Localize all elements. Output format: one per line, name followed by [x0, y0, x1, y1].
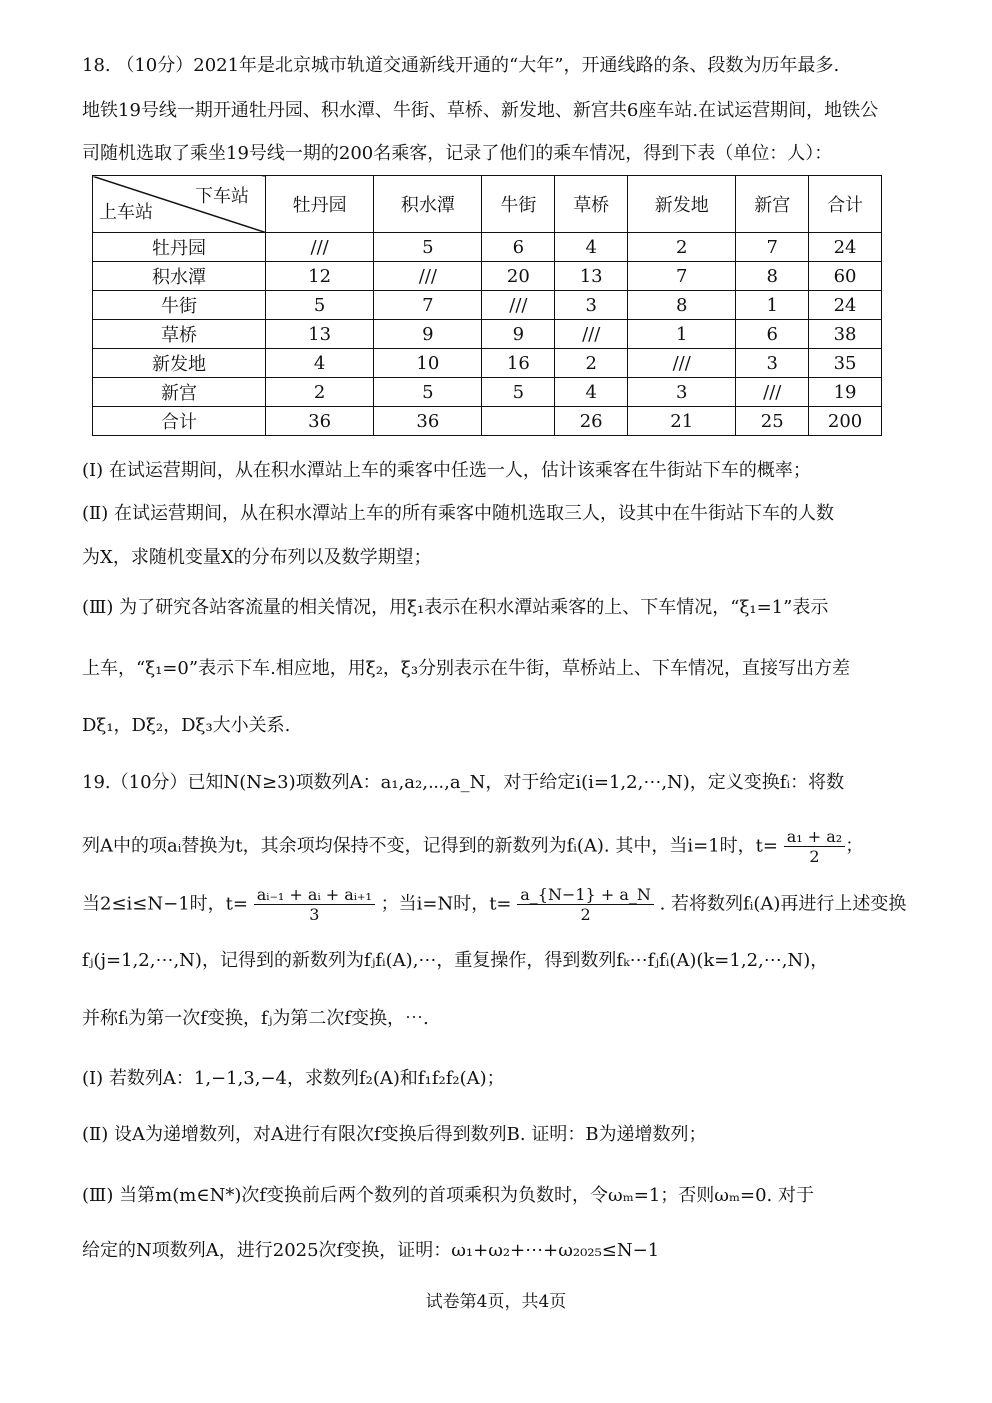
table-cell: 8 — [628, 291, 736, 320]
table-cell: /// — [374, 262, 482, 291]
row-station-label: 积水潭 — [93, 262, 266, 291]
q18-stem-line3: 司随机选取了乘坐19号线一期的200名乘客，记录了他们的乘车情况，得到下表（单位：人）： — [82, 143, 833, 164]
table-cell: 10 — [374, 349, 482, 378]
row-station-label: 新发地 — [93, 349, 266, 378]
table-cell: 1 — [736, 291, 809, 320]
q18-part2-line1: (Ⅱ) 在试运营期间，从在积水潭站上车的所有乘客中随机选取三人，设其中在牛街站下车的人数 — [82, 503, 834, 524]
corner-alighting-label: 下车站 — [195, 186, 249, 207]
row-station-label: 牡丹园 — [93, 233, 266, 262]
table-row — [93, 233, 882, 262]
table-cell: 4 — [266, 349, 374, 378]
table-cell: 24 — [809, 291, 882, 320]
table-cell: /// — [266, 233, 374, 262]
table-cell: 2 — [266, 378, 374, 407]
table-cell: 4 — [555, 233, 628, 262]
table-cell: 5 — [266, 291, 374, 320]
column-header: 牡丹园 — [266, 176, 374, 233]
table-cell: 13 — [555, 262, 628, 291]
q19-stem-line5: 并称fᵢ为第一次f变换，fⱼ为第二次f变换，⋯. — [82, 1008, 429, 1029]
table-header-row — [93, 176, 882, 233]
table-cell: 3 — [628, 378, 736, 407]
q18-part3-line3: Dξ₁，Dξ₂，Dξ₃大小关系. — [82, 715, 291, 736]
table-row — [93, 407, 882, 436]
table-cell: 9 — [482, 320, 555, 349]
page-footer: 试卷第4页，共4页 — [425, 1292, 567, 1312]
table-cell: /// — [628, 349, 736, 378]
table-cell: 3 — [555, 291, 628, 320]
table-cell: 7 — [736, 233, 809, 262]
q18-part3-line2: 上车，“ξ₁=0”表示下车.相应地，用ξ₂，ξ₃分别表示在牛街，草桥站上、下车情况，直接写出方差 — [82, 658, 851, 679]
table-cell: 6 — [482, 233, 555, 262]
passenger-table — [92, 175, 882, 436]
q19-stem-line3-a: 当2≤i≤N−1时，t= — [82, 893, 248, 915]
column-header: 草桥 — [555, 176, 628, 233]
fraction-last-term — [517, 885, 654, 924]
table-cell: 60 — [809, 262, 882, 291]
table-cell: 16 — [482, 349, 555, 378]
table-cell: 36 — [374, 407, 482, 436]
table-cell: 1 — [628, 320, 736, 349]
table-cell: 12 — [266, 262, 374, 291]
q19-stem-line3-b: ；当i=N时，t= — [380, 893, 512, 915]
fraction-first-term — [784, 827, 845, 866]
table-cell: 24 — [809, 233, 882, 262]
fraction-denominator: 2 — [580, 905, 591, 925]
q19-stem-line1: 19.（10分）已知N(N≥3)项数列A：a₁,a₂,⋯,a_N，对于给定i(i=1,2,⋯,N)，定义变换fᵢ：将数 — [82, 772, 845, 793]
q18-part1: (Ⅰ) 在试运营期间，从在积水潭站上车的乘客中任选一人，估计该乘客在牛街站下车的概率； — [82, 460, 811, 481]
column-header: 新宫 — [736, 176, 809, 233]
table-cell: 9 — [374, 320, 482, 349]
table-row — [93, 320, 882, 349]
table-cell: 2 — [628, 233, 736, 262]
table-cell — [482, 407, 555, 436]
q19-stem-line2-text: 列A中的项aᵢ替换为t，其余项均保持不变，记得到的新数列为fᵢ(A). 其中，当i=1时，t= — [82, 835, 778, 857]
row-station-label: 新宫 — [93, 378, 266, 407]
column-header: 合计 — [809, 176, 882, 233]
table-corner-cell — [93, 176, 266, 233]
table-cell: 200 — [809, 407, 882, 436]
table-cell: 13 — [266, 320, 374, 349]
table-row — [93, 378, 882, 407]
table-cell: 4 — [555, 378, 628, 407]
table-cell: 35 — [809, 349, 882, 378]
table-cell: 6 — [736, 320, 809, 349]
table-cell: 8 — [736, 262, 809, 291]
q19-part3-line2: 给定的N项数列A，进行2025次f变换，证明：ω₁+ω₂+⋯+ω₂₀₂₅≤N−1 — [82, 1240, 660, 1261]
table-cell: 38 — [809, 320, 882, 349]
q19-part3-line1: (Ⅲ) 当第m(m∈N*)次f变换前后两个数列的首项乘积为负数时，令ωₘ=1；否则ωₘ=0. 对于 — [82, 1185, 814, 1206]
fraction-numerator: aᵢ₋₁ + aᵢ + aᵢ₊₁ — [254, 885, 375, 905]
table-cell: 25 — [736, 407, 809, 436]
table-cell: 7 — [628, 262, 736, 291]
row-station-label: 合计 — [93, 407, 266, 436]
q18-part2-line2: 为X，求随机变量X的分布列以及数学期望； — [82, 547, 432, 568]
table-cell: 36 — [266, 407, 374, 436]
table-cell: 5 — [374, 233, 482, 262]
table-cell: 7 — [374, 291, 482, 320]
table-cell: 20 — [482, 262, 555, 291]
q19-stem-line2: 列A中的项aᵢ替换为t，其余项均保持不变，记得到的新数列为fᵢ(A). 其中，当i=1时，t= $\frac{\text{a₁ + a₂}}{2}$ ； — [82, 827, 864, 867]
table-cell: 2 — [555, 349, 628, 378]
fraction-middle-term — [254, 885, 375, 924]
table-cell: 21 — [628, 407, 736, 436]
table-cell: /// — [482, 291, 555, 320]
table-cell: 19 — [809, 378, 882, 407]
column-header: 新发地 — [628, 176, 736, 233]
table-row — [93, 349, 882, 378]
q18-stem-line1: 18. （10分）2021年是北京城市轨道交通新线开通的“大年”，开通线路的条、段数为历年最多. — [82, 55, 840, 76]
q19-part1: (Ⅰ) 若数列A：1,−1,3,−4，求数列f₂(A)和f₁f₂f₂(A)； — [82, 1068, 505, 1089]
row-station-label: 牛街 — [93, 291, 266, 320]
column-header: 牛街 — [482, 176, 555, 233]
column-header: 积水潭 — [374, 176, 482, 233]
table-cell: 26 — [555, 407, 628, 436]
q19-stem-line4: fⱼ(j=1,2,⋯,N)，记得到的新数列为fⱼfᵢ(A),⋯，重复操作，得到数列fₖ⋯fⱼfᵢ(A)(k=1,2,⋯,N)， — [82, 950, 829, 971]
q19-stem-line3-c: . 若将数列fᵢ(A)再进行上述变换 — [659, 893, 907, 915]
fraction-numerator: a₁ + a₂ — [784, 827, 845, 847]
corner-boarding-label: 上车站 — [99, 202, 153, 223]
table-cell: /// — [736, 378, 809, 407]
table-cell: /// — [555, 320, 628, 349]
row-station-label: 草桥 — [93, 320, 266, 349]
table-row — [93, 262, 882, 291]
fraction-numerator: a_{N−1} + a_N — [517, 885, 654, 905]
q18-stem-line2: 地铁19号线一期开通牡丹园、积水潭、牛街、草桥、新发地、新宫共6座车站.在试运营期间，地铁公 — [82, 100, 879, 121]
table-cell: 5 — [374, 378, 482, 407]
table-cell: 3 — [736, 349, 809, 378]
q18-part3-line1: (Ⅲ) 为了研究各站客流量的相关情况，用ξ₁表示在积水潭站乘客的上、下车情况，“ξ₁=1”表示 — [82, 597, 829, 618]
table-row — [93, 291, 882, 320]
table-cell: 5 — [482, 378, 555, 407]
fraction-denominator: 3 — [309, 905, 320, 925]
fraction-denominator: 2 — [809, 847, 820, 867]
q19-part2: (Ⅱ) 设A为递增数列，对A进行有限次f变换后得到数列B. 证明：B为递增数列； — [82, 1124, 707, 1145]
q19-stem-line3 — [82, 885, 922, 924]
